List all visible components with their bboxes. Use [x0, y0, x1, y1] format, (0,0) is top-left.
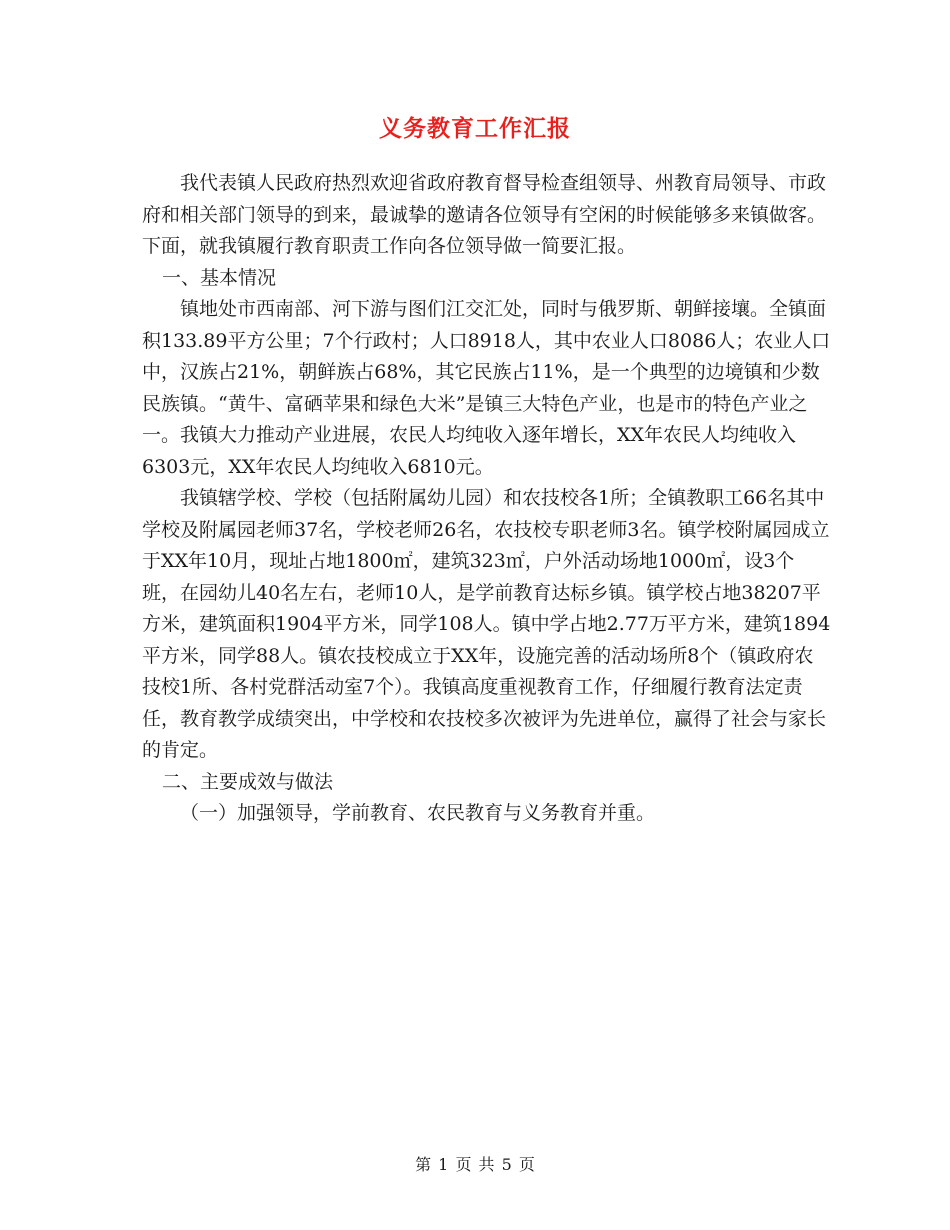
section-heading-basic-situation: 一、基本情况: [162, 266, 277, 289]
town-overview-paragraph: 镇地处市西南部、河下游与图们江交汇处，同时与俄罗斯、朝鲜接壤。全镇面积133.89平方公里；7个行政村；人口8918人，其中农业人口8086人；农业人口中，汉族占21%，朝鲜族占68%，其它民族占11%，是一个典型的边境镇和少数民族镇。“黄牛、富硒苹果和绿色大米”是镇三大特色产业，也是市的特色产业之一。我镇大力推动产业进展，农民人均纯收入逐年增长，XX年农民人均纯收入6303元，XX年农民人均纯收入6810元。: [142, 298, 831, 478]
section-heading-achievements: 二、主要成效与做法: [162, 770, 334, 793]
document-body: [142, 168, 832, 830]
subsection-heading-leadership: （一）加强领导，学前教育、农民教育与义务教育并重。: [180, 802, 656, 824]
document-title: 义务教育工作汇报: [379, 115, 571, 142]
schools-overview-paragraph: 我镇辖学校、学校（包括附属幼儿园）和农技校各1所；全镇教职工66名其中学校及附属园老师37名，学校老师26名，农技校专职老师3名。镇学校附属园成立于XX年10月，现址占地1800㎡，建筑323㎡，户外活动场地1000㎡，设3个班，在园幼儿40名左右，老师10人，是学前教育达标乡镇。镇学校占地38207平方米，建筑面积1904平方米，同学108人。镇中学占地2.77万平方米，建筑1894平方米，同学88人。镇农技校成立于XX年，设施完善的活动场所8个（镇政府农技校1所、各村党群活动室7个）。我镇高度重视教育工作，仔细履行教育法定责任，教育教学成绩突出，中学校和农技校多次被评为先进单位，赢得了社会与家长的肯定。: [142, 487, 831, 761]
page-number-footer: 第 1 页 共 5 页: [415, 1155, 535, 1174]
intro-paragraph: 我代表镇人民政府热烈欢迎省政府教育督导检查组领导、州教育局领导、市政府和相关部门领导的到来，最诚挚的邀请各位领导有空闲的时候能够多来镇做客。下面，就我镇履行教育职责工作向各位领导做一简要汇报。: [142, 172, 827, 257]
